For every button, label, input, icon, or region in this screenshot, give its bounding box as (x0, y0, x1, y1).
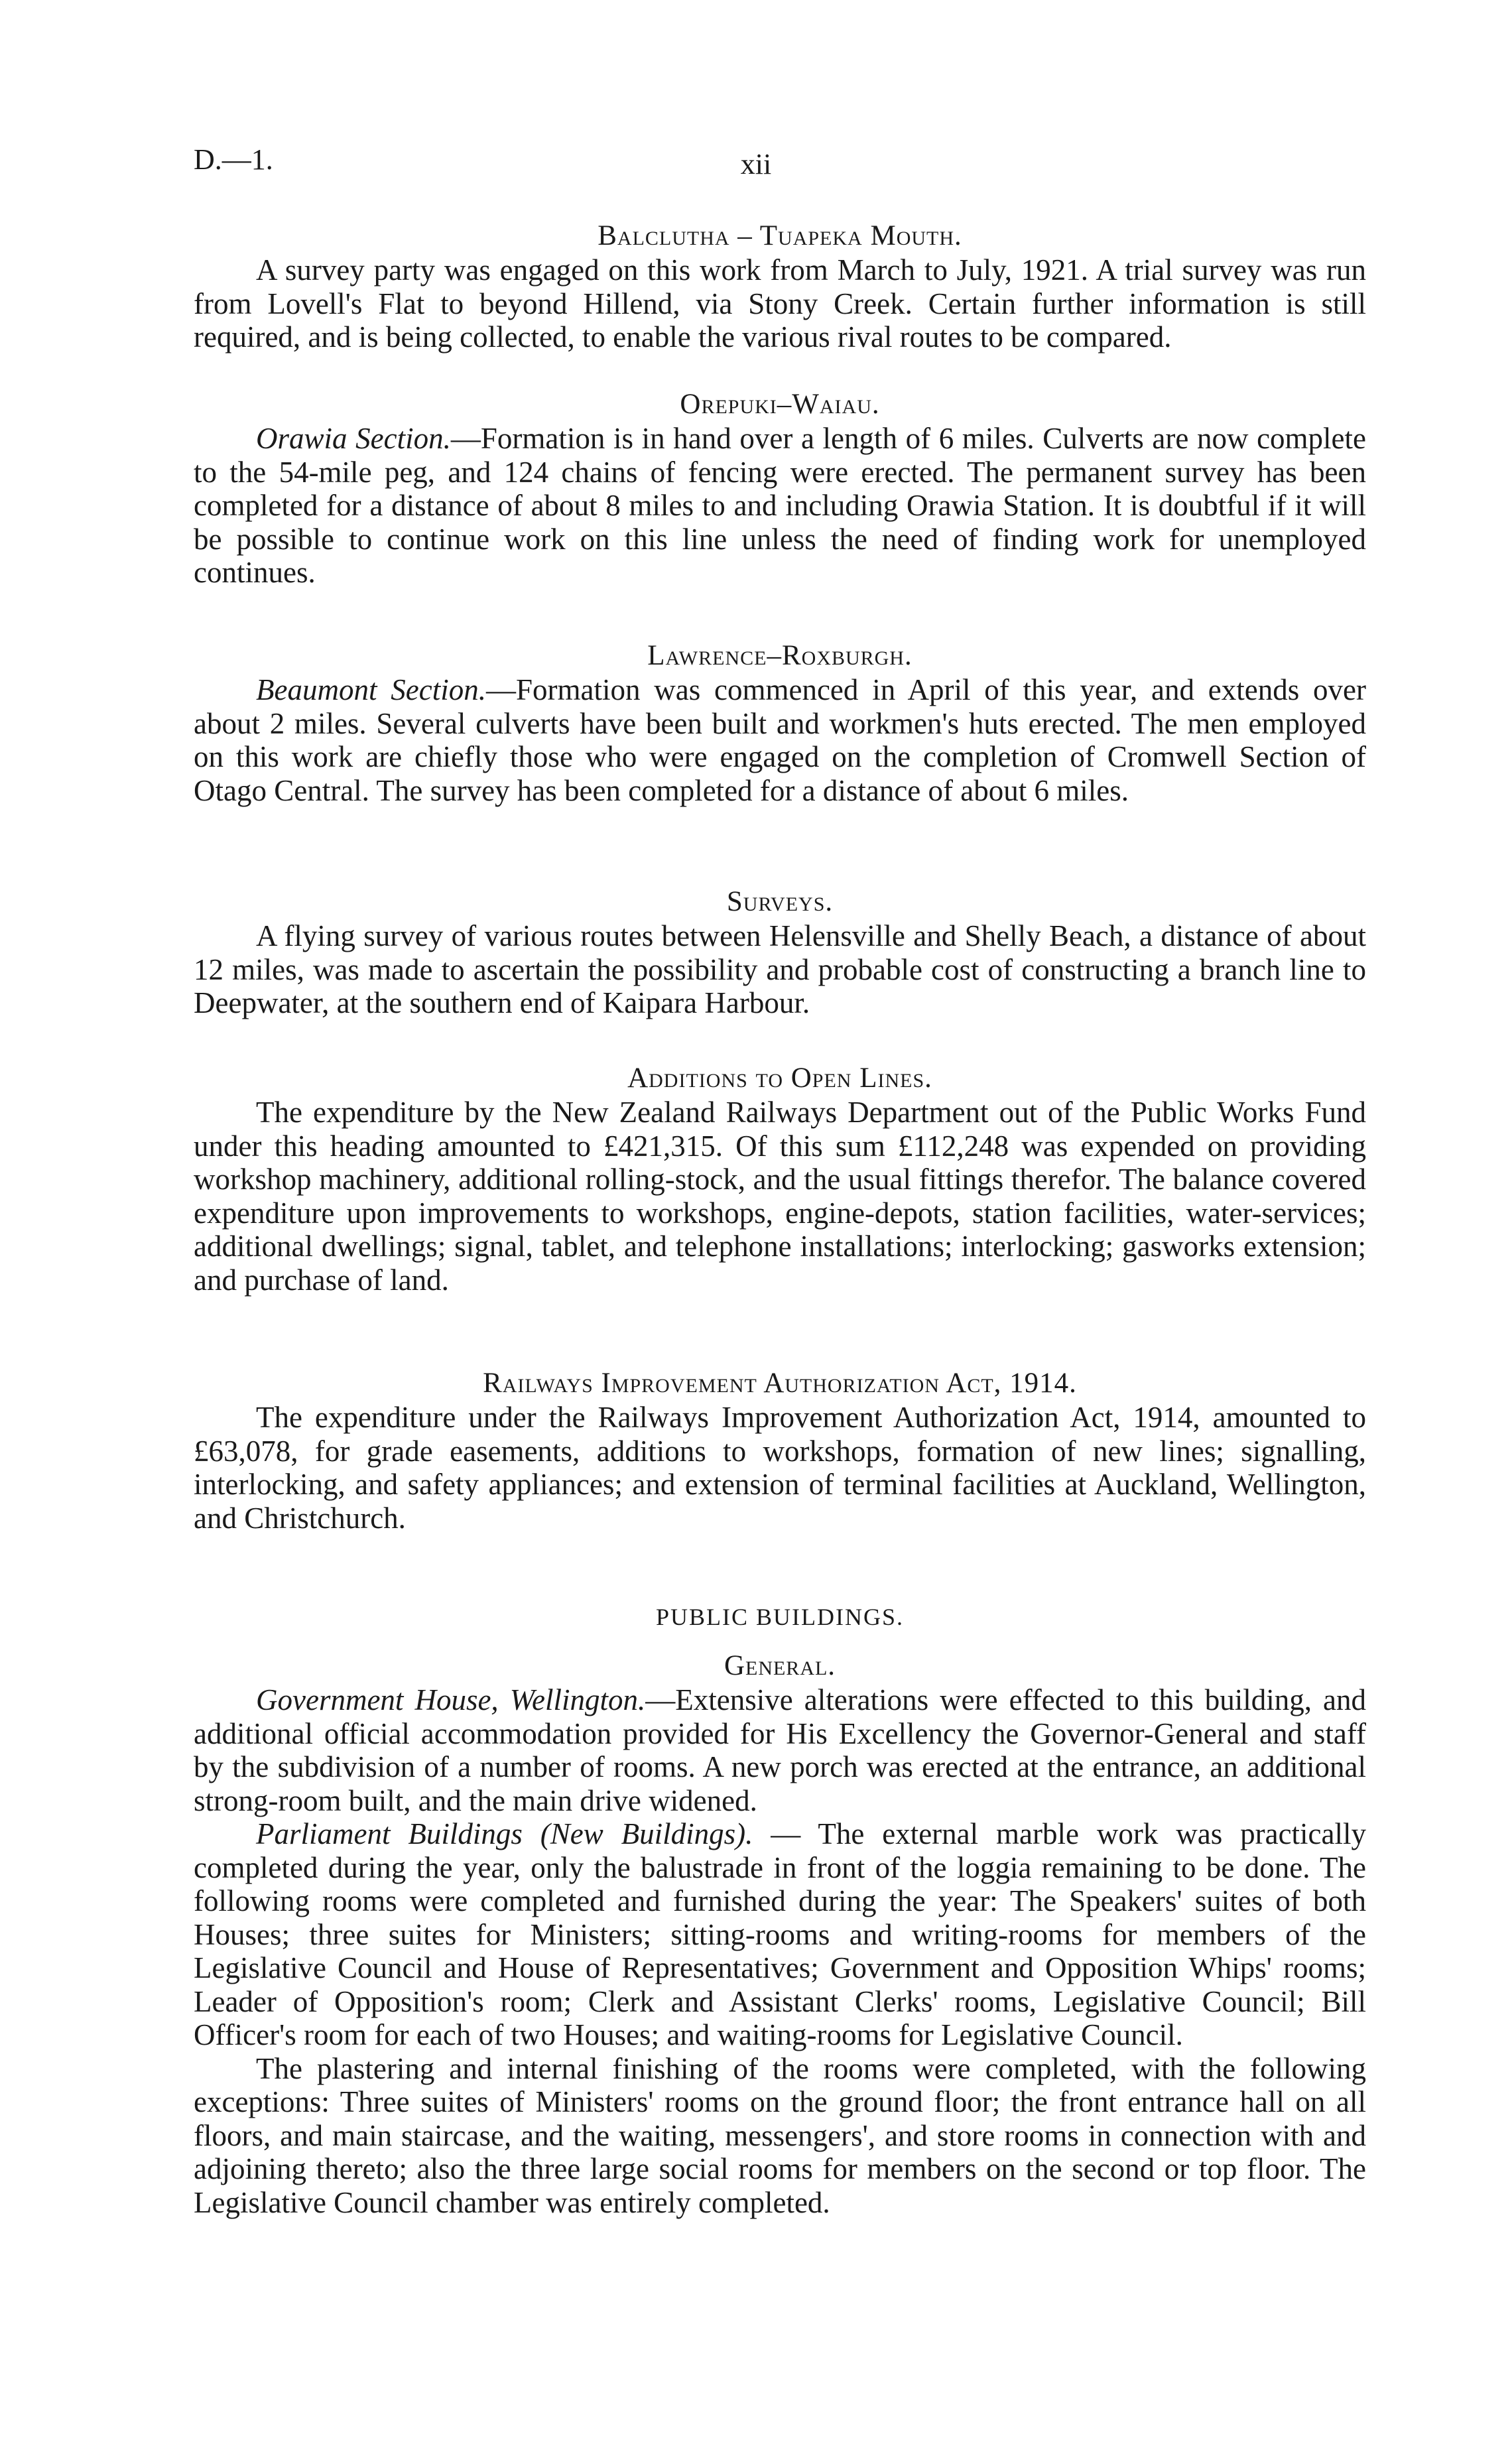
section-heading: General. (724, 1650, 836, 1681)
section-heading: Railways Improvement Authorization Act, 1914. (483, 1368, 1077, 1399)
section-heading: Lawrence–Roxburgh. (647, 640, 913, 671)
section-lawrence-roxburgh (194, 639, 1366, 807)
paragraph-lead: Orawia Section. (256, 422, 451, 455)
paragraph-lead: Government House, Wellington. (256, 1683, 646, 1716)
paragraph-lead: Beaumont Section. (256, 673, 486, 706)
paragraph: A survey party was engaged on this work from March to July, 1921. A trial survey was run from Lovell's Flat to beyond Hillend, via Stony Creek. Certain further information is still required, and is being collected, to enable the various rival routes to be compared. (194, 253, 1366, 354)
section-heading: Surveys. (726, 886, 834, 917)
paragraph: Orawia Section.—Formation is in hand over a length of 6 miles. Culverts are now complete to the 54-mile peg, and 124 chains of fencing were erected. The permanent survey has been completed for a distance of about 8 miles to and including Orawia Station. It is doubtful if it will be possible to continue work on this line unless the need of finding work for unemployed continues. (194, 422, 1366, 589)
section-heading: Additions to Open Lines. (627, 1062, 932, 1094)
paragraph: Government House, Wellington.—Extensive alterations were effected to this building, and additional official accommodation provided for His Excellency the Governor-General and staff by the subdivision of a number of rooms. A new porch was erected at the entrance, an additional strong-room built, and the main drive widened. (194, 1683, 1366, 1817)
part-title: PUBLIC BUILDINGS. (655, 1604, 904, 1630)
section-railways-improvement-act (194, 1366, 1366, 1535)
paragraph-lead: Parliament Buildings (New Buildings). (256, 1817, 753, 1850)
paragraph: The plastering and internal finishing of the rooms were completed, with the following exceptions: Three suites of Ministers' rooms on the ground floor; the front entrance hall on all floors, and main staircase, and the waiting, messengers', and store rooms in connection with and adjoining thereto; also the three large social rooms for members on the second or top floor. The Legislative Council chamber was entirely completed. (194, 2051, 1366, 2219)
section-additions-to-open-lines (194, 1061, 1366, 1297)
section-public-buildings (194, 1600, 1366, 2219)
section-surveys (194, 885, 1366, 1020)
paragraph: Beaumont Section.—Formation was commenced in April of this year, and extends over about 2 miles. Several culverts have been built and workmen's huts erected. The men employed on this work are chiefly those who were engaged on the completion of Cromwell Section of Otago Central. The survey has been completed for a distance of about 6 miles. (194, 673, 1366, 807)
paragraph: Parliament Buildings (New Buildings). — The external marble work was practically completed during the year, only the balustrade in front of the loggia remaining to be done. The following rooms were completed and furnished during the year: The Speakers' suites of both Houses; three suites for Ministers; sitting-rooms and writing-rooms for members of the Legislative Council and House of Representatives; Government and Opposition Whips' rooms; Leader of Opposition's room; Clerk and Assistant Clerks' rooms, Legislative Council; Bill Officer's room for each of two Houses; and waiting-rooms for Legislative Council. (194, 1817, 1366, 2051)
paragraph: The expenditure by the New Zealand Railways Department out of the Public Works Fund under this heading amounted to £421,315. Of this sum £112,248 was expended on providing workshop machinery, additional rolling-stock, and the usual fittings therefor. The balance covered expenditure upon improvements to workshops, engine-depots, station facilities, water-services; additional dwellings; signal, tablet, and telephone installations; interlocking; gasworks extension; and purchase of land. (194, 1096, 1366, 1297)
section-heading: Balclutha – Tuapeka Mouth. (598, 220, 962, 251)
document-reference: D.—1. (194, 143, 273, 176)
paragraph: A flying survey of various routes between Helensville and Shelly Beach, a distance of about 12 miles, was made to ascertain the possibility and probable cost of constructing a branch line to Deepwater, at the southern end of Kaipara Harbour. (194, 919, 1366, 1019)
section-heading: Orepuki–Waiau. (680, 389, 880, 420)
section-orepuki-waiau (194, 387, 1366, 590)
page-number: xii (740, 148, 772, 180)
section-balclutha (194, 219, 1366, 354)
paragraph: The expenditure under the Railways Improvement Authorization Act, 1914, amounted to £63,078, for grade easements, additions to workshops, formation of new lines; signalling, interlocking, and safety appliances; and extension of terminal facilities at Auckland, Wellington, and Christchurch. (194, 1401, 1366, 1535)
